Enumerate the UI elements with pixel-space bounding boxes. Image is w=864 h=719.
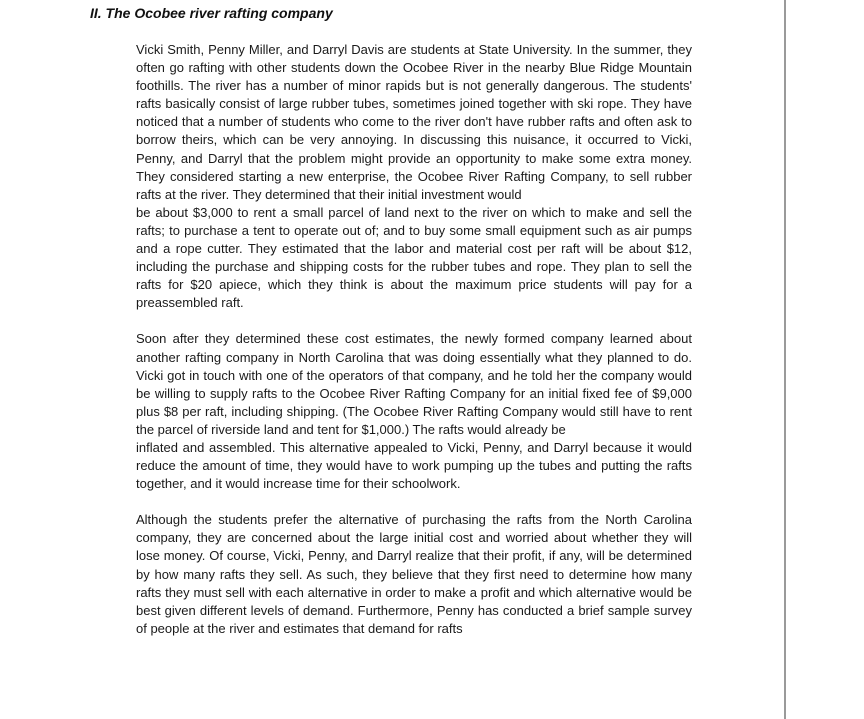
- paragraph-inflated: inflated and assembled. This alternative appealed to Vicki, Penny, and Darryl because it would reduce the amount of time, they would have to work pumping up the tubes and putting the rafts together, and it would increase time for their schoolwork.: [136, 439, 692, 492]
- paragraph-decision: Although the students prefer the alternative of purchasing the rafts from the North Carolina company, they are concerned about the large initial cost and worried about whether they will lose money. Of course, Vicki, Penny, and Darryl realize that their profit, if any, will be determined by how many rafts they sell. As such, they believe that they first need to determine how many rafts they must sell with each alternative in order to make a profit and which alternative would be best given different levels of demand. Furthermore, Penny has conducted a brief sample survey of people at the river and estimates that demand for rafts: [136, 512, 692, 636]
- document-body: [136, 41, 692, 638]
- paragraph-investment: be about $3,000 to rent a small parcel of land next to the river on which to make and sell the rafts; to purchase a tent to operate out of; and to buy some small equipment such as air pumps and a rope cutter. They estimated that the labor and material cost per raft will be about $12, including the purchase and shipping costs for the rubber tubes and rope. They plan to sell the rafts for $20 apiece, which they think is about the maximum price students will pay for a preassembled raft.: [136, 204, 692, 311]
- paragraph-intro: Vicki Smith, Penny Miller, and Darryl Davis are students at State University. In the summer, they often go rafting with other students down the Ocobee River in the nearby Blue Ridge Mountain foothills. The river has a number of minor rapids but is not generally dangerous. The students' rafts basically consist of large rubber tubes, sometimes joined together with ski rope. They have noticed that a number of students who come to the river don't have rubber rafts and often ask to borrow theirs, which can be very annoying. In discussing this nuisance, it occurred to Vicki, Penny, and Darryl that the problem might provide an opportunity to make some extra money. They considered starting a new enterprise, the Ocobee River Rafting Company, to sell rubber rafts at the river. They determined that their initial investment would: [136, 42, 692, 202]
- section-heading: II. The Ocobee river rafting company: [90, 5, 333, 21]
- paragraph-alternative: Soon after they determined these cost estimates, the newly formed company learned about another rafting company in North Carolina that was doing essentially what they planned to do. Vicki got in touch with one of the operators of that company, and he told her the company would be willing to supply rafts to the Ocobee River Rafting Company for an initial fixed fee of $9,000 plus $8 per raft, including shipping. (The Ocobee River Rafting Company would still have to rent the parcel of riverside land and tent for $1,000.) The rafts would already be: [136, 331, 692, 437]
- page-edge-divider: [784, 0, 786, 719]
